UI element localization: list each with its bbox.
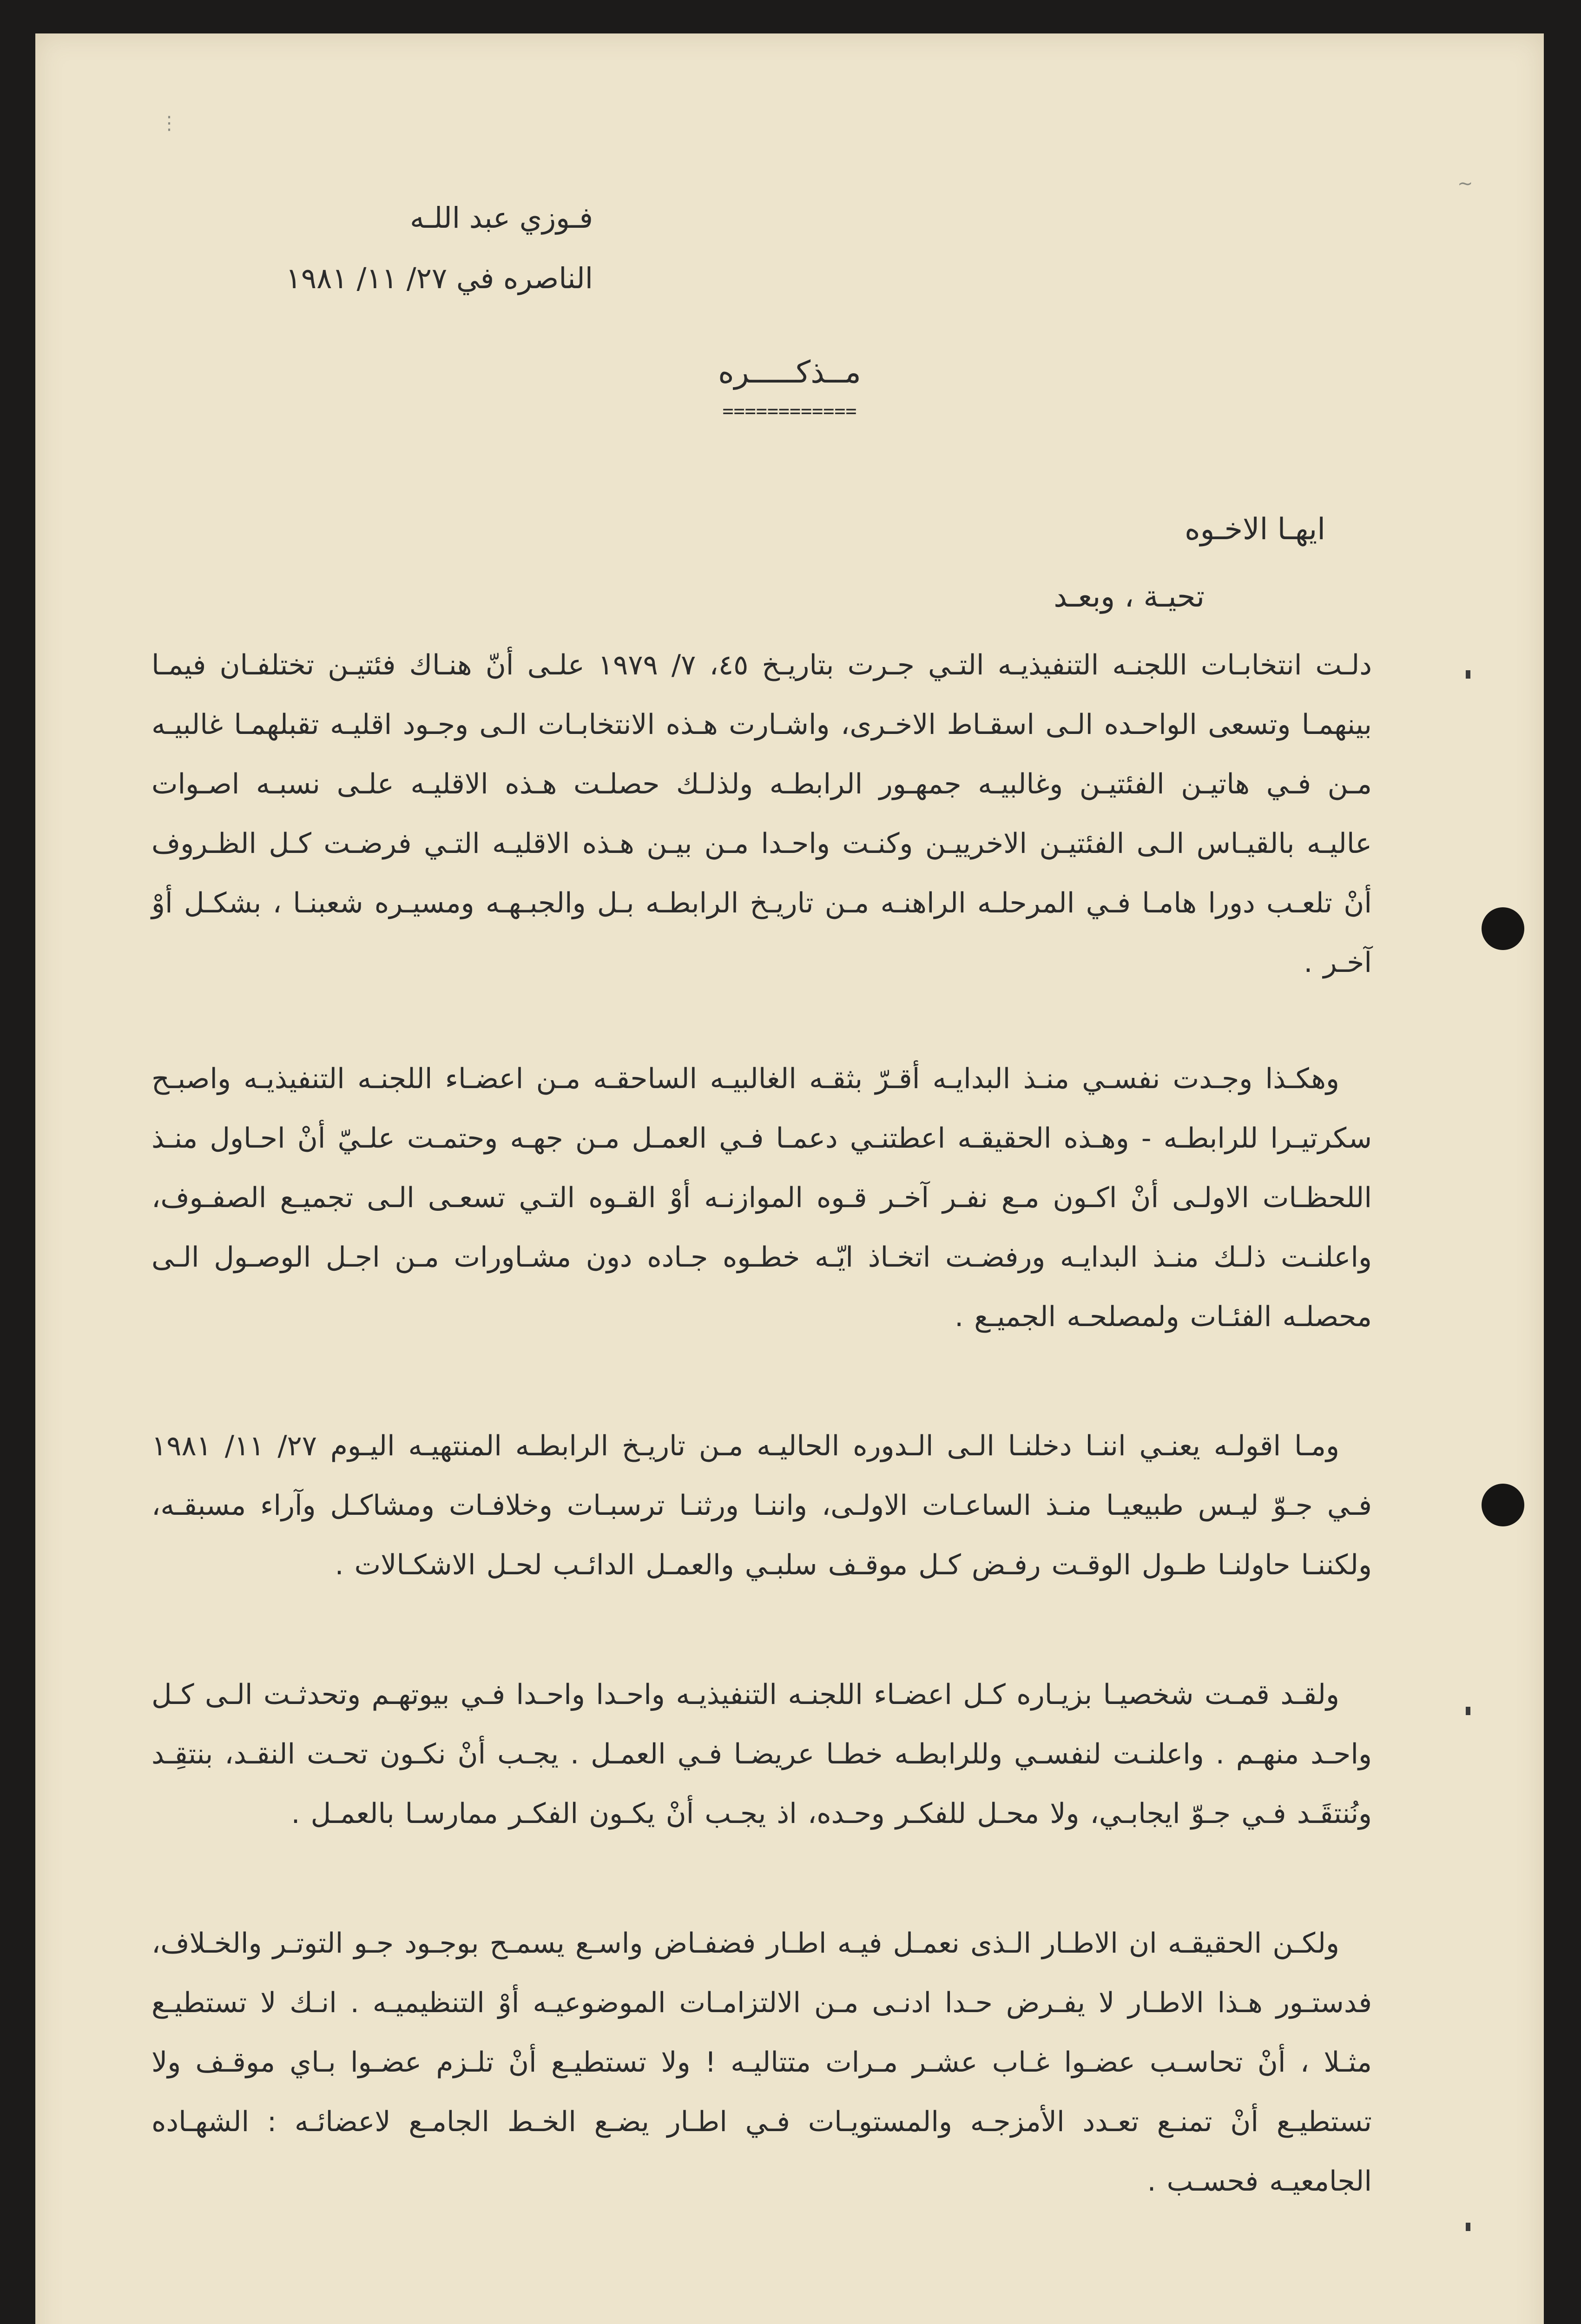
paragraph-5: ولكـن الحقيقـه ان الاطـار الـذى نعمـل فيـه اطـار فضفـاض واسـع يسمـح بوجـود جـو التوتـر والخـلاف، فدستـور هـذا الاطـار لا يفـرض حـدا ادنـى مـن الالتزامـات الموضوعيـه أوْ التنظيميـه . انـك لا تستطيـع مثـلا ، أنْ تحاسـب عضـوا غـاب عشـر مـرات متتاليـه ! ولا تستطيـع أنْ تلـزم عضـوا بـاي موقـف ولا تستطيـع أنْ تمنـع تعـدد الأمزجـه والمستويـات فـي اطـار يضـع الخـط الجامـع لاعضائـه : الشهـاده الجامعيـه فحسـب . xyxy=(152,1927,1372,2198)
document-title: مــذكـــــره xyxy=(718,354,861,390)
title-underline: ============ xyxy=(722,401,857,422)
paragraph-3: ومـا اقولـه يعنـي اننـا دخلنـا الـى الـدوره الحاليـه مـن تاريـخ الرابطـه المنتهيـه اليـوم ٢٧/ ١١/ ١٩٨١ فـي جـوّ ليـس طبيعيـا منـذ الساعـات الاولـى، واننـا ورثنـا ترسبـات وخلافـات ومشاكـل وآراء مسبقـه، ولكننـا حاولنـا طـول الوقـت رفـض كـل موقـف سلبـي والعمـل الدائـب لحـل الاشكـالات . xyxy=(152,1430,1372,1581)
paragraph-4: ولقـد قمـت شخصيـا بزيـاره كـل اعضـاء اللجنـه التنفيذيـه واحـدا واحـدا فـي بيوتهـم وتحدثـت الـى كـل واحـد منهـم . واعلنـت لنفسـي وللرابطـه خطـا عريضـا فـي العمـل . يجـب أنْ نكـون تحـت النقـد، بنتقِـد ونُنتقَـد فـي جـوّ ايجابـي، ولا محـل للفكـر وحـده، اذ يجـب أنْ يكـون الفكـر ممارسـا بالعمـل . xyxy=(152,1678,1372,1830)
greeting: تحيـة ، وبعـد xyxy=(1054,580,1205,614)
place-date: الناصره في ٢٧/ ١١/ ١٩٨١ xyxy=(285,261,593,295)
document-sheet xyxy=(35,33,1544,2324)
author-name: فـوزي عبد اللـه xyxy=(409,201,593,235)
paragraph-1: دلـت انتخابـات اللجنـه التنفيذيـه التـي جـرت بتاريـخ ٤٥، ٧/ ١٩٧٩ علـى أنّ هنـاك فئتيـن تختلفـان فيمـا بينهمـا وتسعى الواحـده الـى اسقـاط الاخـرى، واشـارت هـذه الانتخابـات الـى وجـود اقليـه تقبلهمـا غالبيـه مـن فـي هاتيـن الفئتيـن وغالبيـه جمهـور الرابطـه ولذلـك حصلـت هـذه الاقليـه علـى نسبـه اصـوات عاليـه بالقيـاس الـى الفئتيـن الاخرييـن وكنـت واحـدا مـن بيـن هـذه الاقليـه التـي فرضـت كـل الظـروف أنْ تلعـب دورا هامـا فـي المرحلـه الراهنـه مـن تاريـخ الرابطـه بـل والجبـهـه ومسيـره شعبنـا ، بشكـل أوْ آخـر . xyxy=(152,649,1372,979)
paragraph-2: وهكـذا وجـدت نفسـي منـذ البدايـه أقـرّ بثقـه الغالبيـه الساحقـه مـن اعضـاء اللجنـه التنفيذيـه واصبـح سكرتيـرا للرابطـه - وهـذه الحقيقـه اعطتنـي دعمـا فـي العمـل مـن جهـه وحتمـت علـيّ أنْ احـاول منـذ اللحظـات الاولـى أنْ اكـون مـع نفـر آخـر قـوه الموازنـه أوْ القـوه التـي تسعـى الـى تجميـع الصفـوف، واعلنـت ذلـك منـذ البدايـه ورفضـت اتخـاذ ايّـه خطـوه جـاده دون مشـاورات مـن اجـل الوصـول الـى محصلـه الفئـات ولمصلحـه الجميـع . xyxy=(152,1063,1372,1333)
letter-body xyxy=(35,33,1544,2324)
margin-mark: ⋮ xyxy=(160,112,178,134)
margin-mark: ~ xyxy=(1457,173,1473,194)
salutation: ايهـا الاخـوه xyxy=(1185,512,1325,547)
